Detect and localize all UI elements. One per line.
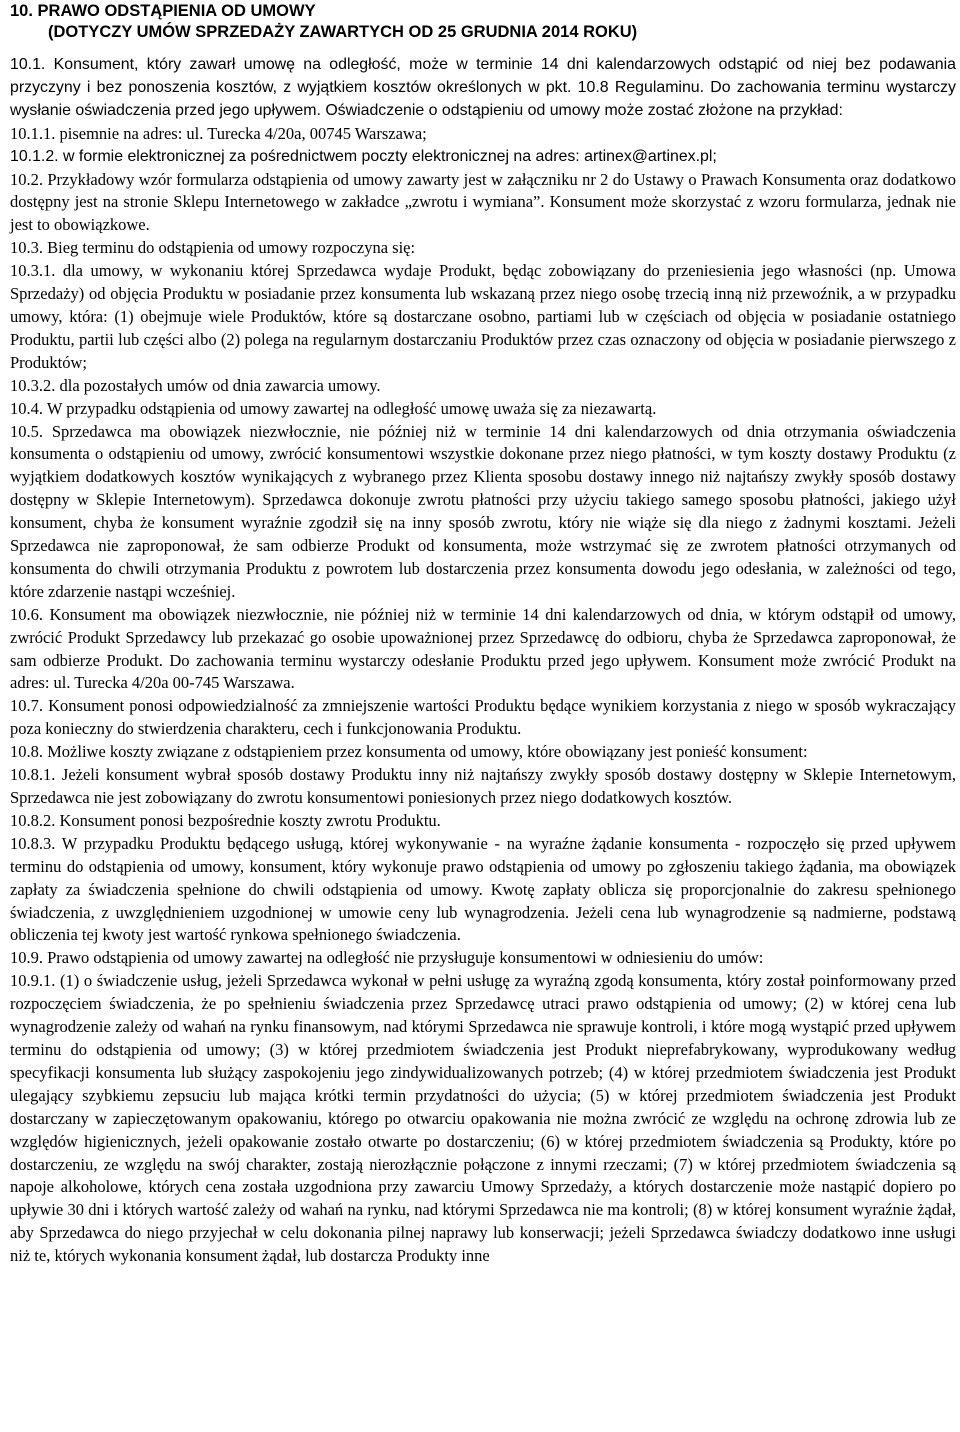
paragraph-10-9: 10.9. Prawo odstąpienia od umowy zawartej na odległość nie przysługuje konsumentowi w odniesieniu do umów: (10, 948, 764, 968)
section-heading (10, 0, 956, 43)
paragraph-10-3-1: 10.3.1. dla umowy, w wykonaniu której Sprzedawca wydaje Produkt, będąc zobowiązany do przeniesienia jego własności (np. Umowa Sprzedaży) od objęcia Produktu w posiadanie przez konsumenta lub wskazaną przez niego osobę trzecią inną niż przewoźnik, a w przypadku umowy, która: (1) obejmuje wiele Produktów, które są dostarczane osobno, partiami lub w częściach od objęcia w posiadanie ostatniego Produktu, partii lub części albo (2) polega na regularnym dostarczaniu Produktów przez czas oznaczony od objęcia w posiadanie pierwszego z Produktów; (10, 261, 956, 372)
paragraph-10-4: 10.4. W przypadku odstąpienia od umowy zawartej na odległość umowę uważa się za niezawartą. (10, 398, 657, 418)
paragraph-10-8-2: 10.8.2. Konsument ponosi bezpośrednie koszty zwrotu Produktu. (10, 810, 441, 830)
paragraph-10-3-2: 10.3.2. dla pozostałych umów od dnia zawarcia umowy. (10, 375, 381, 395)
paragraph-10-7: 10.7. Konsument ponosi odpowiedzialność za zmniejszenie wartości Produktu będące wynikiem korzystania z niego w sposób wykraczający poza konieczny do stwierdzenia charakteru, cech i funkcjonowania Produktu. (10, 696, 956, 739)
heading-title: 10. PRAWO ODSTĄPIENIA OD UMOWY (10, 2, 316, 20)
paragraph-10-8-1: 10.8.1. Jeżeli konsument wybrał sposób dostawy Produktu inny niż najtańszy zwykły sposób dostawy dostępny w Sklepie Internetowym, Sprzedawca nie jest zobowiązany do zwrotu konsumentowi poniesionych przez niego dodatkowych kosztów. (10, 765, 956, 807)
paragraph-10-8-3: 10.8.3. W przypadku Produktu będącego usługą, której wykonywanie - na wyraźne żądanie konsumenta - rozpoczęło się przed upływem terminu do odstąpienia od umowy, konsument, który wykonuje prawo odstąpienia od umowy po zgłoszeniu takiego żądania, ma obowiązek zapłaty za świadczenia spełnione do chwili odstąpienia od umowy. Kwotę zapłaty oblicza się proporcjonalnie do zakresu spełnionego świadczenia, z uwzględnieniem uzgodnionej w umowie ceny lub wynagrodzenia. Jeżeli cena lub wynagrodzenie są nadmierne, podstawą obliczenia tej kwoty jest wartość rynkowa spełnionego świadczenia. (10, 833, 956, 945)
paragraph-10-3: 10.3. Bieg terminu do odstąpienia od umowy rozpoczyna się: (10, 238, 416, 258)
paragraph-10-8: 10.8. Możliwe koszty związane z odstąpieniem przez konsumenta od umowy, które obowiązany jest ponieść konsument: (10, 742, 808, 762)
paragraph-10-6: 10.6. Konsument ma obowiązek niezwłocznie, nie później niż w terminie 14 dni kalendarzowych od dnia, w którym odstąpił od umowy, zwrócić Produkt Sprzedawcy lub przekazać go osobie upoważnionej przez Sprzedawcę do odbioru, chyba że Sprzedawca zaproponował, że sam odbierze Produkt. Do zachowania terminu wystarczy odesłanie Produktu przed jego upływem. Konsument może zwrócić Produkt na adres: ul. Turecka 4/20a 00-745 Warszawa. (10, 604, 956, 693)
paragraph-10-1-2: 10.1.2. w formie elektronicznej za pośrednictwem poczty elektronicznej na adres: artinex@artinex.pl; (10, 147, 717, 165)
heading-subtitle: (DOTYCZY UMÓW SPRZEDAŻY ZAWARTYCH OD 25 GRUDNIA 2014 ROKU) (48, 23, 638, 41)
paragraph-10-5: 10.5. Sprzedawca ma obowiązek niezwłocznie, nie później niż w terminie 14 dni kalendarzowych od dnia otrzymania oświadczenia konsumenta o odstąpieniu od umowy, zwrócić konsumentowi wszystkie dokonane przez niego płatności, w tym koszty dostawy Produktu (z wyjątkiem dodatkowych kosztów wynikających z wybranego przez Klienta sposobu dostawy innego niż najtańszy zwykły sposób dostawy dostępny w Sklepie Internetowym). Sprzedawca dokonuje zwrotu płatności przy użyciu takiego samego sposobu płatności, jakiego użył konsument, chyba że konsument wyraźnie zgodził się na inny sposób zwrotu, który nie wiąże się dla niego z żadnymi kosztami. Jeżeli Sprzedawca nie zaproponował, że sam odbierze Produkt od konsumenta, może wstrzymać się ze zwrotem płatności otrzymanych od konsumenta do chwili otrzymania Produktu z powrotem lub dostarczenia przez konsumenta dowodu jego odesłania, w zależności od tego, które zdarzenie nastąpi wcześniej. (10, 421, 956, 601)
paragraph-10-1: 10.1. Konsument, który zawarł umowę na odległość, może w terminie 14 dni kalendarzowych odstąpić od niej bez podawania przyczyny i bez ponoszenia kosztów, z wyjątkiem kosztów określonych w pkt. 10.8 Regulaminu. Do zachowania terminu wystarczy wysłanie oświadczenia przed jego upływem. Oświadczenie o odstąpieniu od umowy może zostać złożone na przykład: (10, 56, 956, 119)
paragraph-10-9-1: 10.9.1. (1) o świadczenie usług, jeżeli Sprzedawca wykonał w pełni usługę za wyraźną zgodą konsumenta, który został poinformowany przed rozpoczęciem świadczenia, że po spełnieniu świadczenia przez Sprzedawcę utraci prawo odstąpienia od umowy; (2) w której cena lub wynagrodzenie zależy od wahań na rynku finansowym, nad którymi Sprzedawca nie sprawuje kontroli, i które mogą wystąpić przed upływem terminu do odstąpienia od umowy; (3) w której przedmiotem świadczenia jest Produkt nieprefabrykowany, wyprodukowany według specyfikacji konsumenta lub służący zaspokojeniu jego zindywidualizowanych potrzeb; (4) w której przedmiotem świadczenia jest Produkt ulegający szybkiemu zepsuciu lub mająca krótki termin przydatności do użycia; (5) w której przedmiotem świadczenia jest Produkt dostarczany w zapieczętowanym opakowaniu, którego po otwarciu opakowania nie można zwrócić ze względu na ochronę zdrowia lub ze względów higienicznych, jeżeli opakowanie zostało otwarte po dostarczeniu; (6) w której przedmiotem świadczenia są Produkty, które po dostarczeniu, ze względu na swój charakter, zostają nierozłącznie połączone z innymi rzeczami; (7) w której przedmiotem świadczenia są napoje alkoholowe, których cena została uzgodniona przy zawarciu Umowy Sprzedaży, a których dostarczenie może nastąpić dopiero po upływie 30 dni i których wartość zależy od wahań na rynku, nad którymi Sprzedawca nie ma kontroli; (8) w której konsument wyraźnie żądał, aby Sprzedawca do niego przyjechał w celu dokonania pilnej naprawy lub konserwacji; jeżeli Sprzedawca świadczy dodatkowo inne usługi niż te, których wykonania konsument żądał, lub dostarcza Produkty inne (10, 971, 956, 1266)
document-page (10, 0, 956, 1268)
document-body (10, 54, 956, 1268)
paragraph-10-2: 10.2. Przykładowy wzór formularza odstąpienia od umowy zawarty jest w załączniku nr 2 do Ustawy o Prawach Konsumenta oraz dodatkowo dostępny jest na stronie Sklepu Internetowego w zakładce „zwrotu i wymiana”. Konsument może skorzystać z wzoru formularza, jednak nie jest to obowiązkowe. (10, 169, 956, 235)
paragraph-10-1-1: 10.1.1. pisemnie na adres: ul. Turecka 4/20a, 00745 Warszawa; (10, 123, 427, 143)
